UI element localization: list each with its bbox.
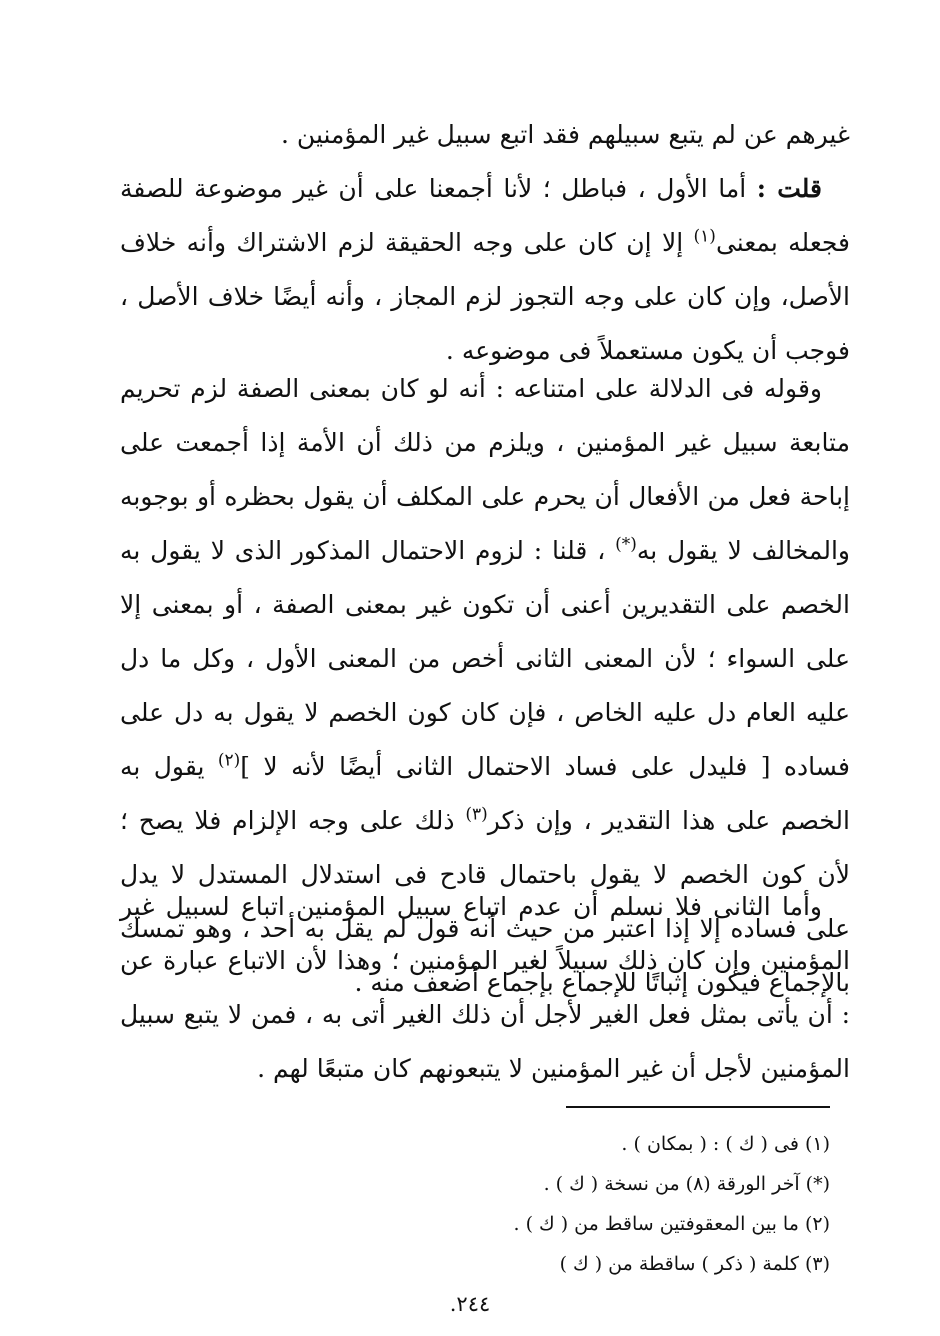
paragraph-2-text-d: ذلك على وجه الإلزام فلا يصح ؛ لأن كون الخصم لا يقول باحتمال قادح فى استدلال المستدل لا يدل على فساده إلا إذا اعتبر من حيث أنه قول لم يقل به أحد ، وهو تمسك بالإجماع فيكون إثباتًا للإجماع بإجماع أضعف منه . — [120, 806, 850, 997]
footnote-1: (١) فى ( ك ) : ( بمكان ) . — [621, 1133, 830, 1155]
footnote-ref-3: (٣) — [465, 804, 488, 825]
paragraph-3: وأما الثانى فلا نسلم أن عدم اتباع سبيل المؤمنين اتباع لسبيل غير المؤمنين وإن كان ذلك سبيلاً لغير المؤمنين ؛ وهذا لأن الاتباع عبارة عن : أن يأتى بمثل فعل الغير لأجل أن ذلك الغير أتى به ، فمن لا يتبع سبيل المؤمنين لأجل أن غير المؤمنين لا يتبعونهم كان متبعًا لهم . — [120, 892, 850, 1083]
footnote-ref-star: (*) — [615, 534, 637, 555]
body-continuation — [120, 108, 850, 162]
footnote-ref-2: (٢) — [217, 750, 241, 771]
paragraph-1-text-after: إلا إن كان على وجه الحقيقة لزم الاشتراك وأنه خلاف الأصل، وإن كان على وجه التجوز لزم المجاز ، وأنه أيضًا خلاف الأصل ، فوجب أن يكون مستعملاً فى موضوعه . — [120, 228, 850, 365]
continuation-line: غيرهم عن لم يتبع سبيلهم فقد اتبع سبيل غير المؤمنين . — [281, 120, 850, 149]
paragraph-2-text-a: وقوله فى الدلالة على امتناعه : أنه لو كان بمعنى الصفة لزم تحريم متابعة سبيل غير المؤمنين ، ويلزم من ذلك أن الأمة إذا أجمعت على إباحة فعل من الأفعال أن يحرم على المكلف أن يقول بحظره أو بوجوبه والمخالف لا يقول به — [120, 374, 850, 565]
paragraph-1-text: أما الأول ، فباطل ؛ لأنا أجمعنا على أن غير موضوعة للصفة فجعله بمعنى — [120, 174, 850, 257]
paragraph-wa-amma — [120, 880, 850, 1096]
footnote-star: (*) آخر الورقة (٨) من نسخة ( ك ) . — [543, 1173, 830, 1195]
footnotes — [300, 1124, 830, 1284]
footnote-ref-1: (١) — [693, 226, 716, 247]
paragraph-2-text-b: ، قلنا : لزوم الاحتمال المذكور الذى لا يقول به الخصم على التقديرين أعنى أن تكون غير بمعنى الصفة ، أو بمعنى إلا على السواء ؛ لأن المعنى الثانى أخص من المعنى الأول ، وكل ما دل عليه العام دل عليه الخاص ، فإن كان كون الخصم لا يقول به دل على فساده [ فليدل على فساد الاحتمال الثانى أيضًا لأنه لا ] — [120, 536, 850, 781]
paragraph-2-text-c: يقول به الخصم على هذا التقدير ، وإن ذكر — [120, 752, 850, 835]
page-number: ٢٤٤. — [449, 1292, 491, 1316]
paragraph-1 — [120, 162, 850, 378]
footnote-3: (٣) كلمة ( ذكر ) ساقطة من ( ك ) — [559, 1253, 830, 1275]
paragraph-label: قلت : — [756, 174, 822, 203]
paragraph-qultu — [120, 162, 850, 378]
footnote-2: (٢) ما بين المعقوفتين ساقط من ( ك ) . — [513, 1213, 830, 1235]
footnote-separator — [566, 1106, 830, 1108]
